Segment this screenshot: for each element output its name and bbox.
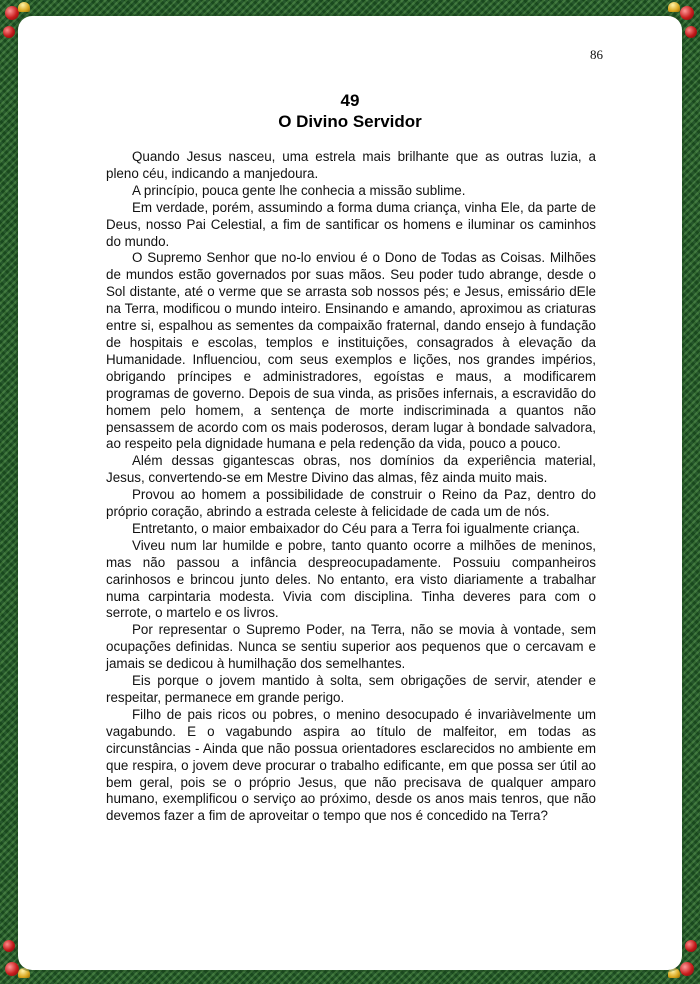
paragraph: Por representar o Supremo Poder, na Terra, não se movia à vontade, sem ocupações definidas. Nunca se sentiu superior aos pequenos que o cercavam e jamais se dedicou à humilhação dos semelhantes. [106, 622, 596, 672]
garland-ornament [685, 26, 697, 38]
paragraph: Eis porque o jovem mantido à solta, sem obrigações de servir, atender e respeitar, permanece em grande perigo. [106, 673, 596, 705]
paragraph: Em verdade, porém, assumindo a forma duma criança, vinha Ele, da parte de Deus, nosso Pai Celestial, a fim de santificar os homens e iluminar os caminhos do mundo. [106, 199, 596, 249]
garland-ornament [3, 940, 15, 952]
paragraph: Entretanto, o maior embaixador do Céu para a Terra foi igualmente criança. [132, 520, 580, 536]
chapter-number: 49 [340, 91, 360, 110]
paragraph: A princípio, pouca gente lhe conhecia a missão sublime. [132, 182, 466, 198]
garland-ornament [3, 26, 15, 38]
paragraph: Viveu num lar humilde e pobre, tanto quanto ocorre a milhões de meninos, mas não passou a infância despreocupadamente. Possuiu companheiros carinhosos e brincou junto deles. No entanto, era visto diariamente a trabalhar numa carpintaria modesta. Vivia com disciplina. Tinha deveres para com o serrote, o martelo e os livros. [106, 537, 596, 621]
paragraph: Provou ao homem a possibilidade de construir o Reino da Paz, dentro do próprio coração, abrindo a estrada celeste à felicidade de cada um de nós. [106, 487, 596, 520]
chapter-title: O Divino Servidor [278, 112, 422, 131]
paragraph: Quando Jesus nasceu, uma estrela mais brilhante que as outras luzia, a pleno céu, indicando a manjedoura. [106, 149, 596, 181]
page-number: 86 [590, 47, 603, 62]
paragraph: O Supremo Senhor que no-lo enviou é o Dono de Todas as Coisas. Milhões de mundos estão governados por suas mãos. Seu poder tudo abrange, desde o Sol distante, até o verme que se arrasta sob nossos pés; e Jesus, emissário dEle na Terra, modificou o mundo inteiro. Ensinando e amando, aproximou as criaturas entre si, espalhou as sementes da compaixão fraternal, dando ensejo à fundação de hospitais e escolas, templos e instituições, consagrados à elevação da Humanidade. Influenciou, com seus exemplos e lições, nos grandes impérios, obrigando príncipes e administradores, egoístas e maus, a modificarem programas de governo. Depois de sua vinda, as prisões infernais, a escravidão do homem pelo homem, a sentença de morte indiscriminada a quantos não pensassem de acordo com os mais poderosos, deram lugar à bondade salvadora, ao respeito pela dignidade humana e pela redenção da vida, pouco a pouco. [106, 250, 596, 452]
paragraph: Além dessas gigantescas obras, nos domínios da experiência material, Jesus, convertendo-se em Mestre Divino das almas, fêz ainda muito mais. [106, 453, 596, 486]
paragraph: Filho de pais ricos ou pobres, o menino desocupado é invariàvelmente um vagabundo. E o vagabundo aspira ao título de malfeitor, em todas as circunstâncias - Ainda que não possua orientadores esclarecidos no ambiente em que respira, o jovem deve procurar o trabalho edificante, em que possa ser útil ao bem geral, pois se o próprio Jesus, que não precisava de qualquer amparo humano, exemplificou o serviço ao próximo, desde os anos mais tenros, que não devemos fazer a fim de aproveitar o tempo que nos é concedido na Terra? [106, 706, 596, 824]
garland-ornament [685, 940, 697, 952]
chapter-body [106, 149, 596, 825]
